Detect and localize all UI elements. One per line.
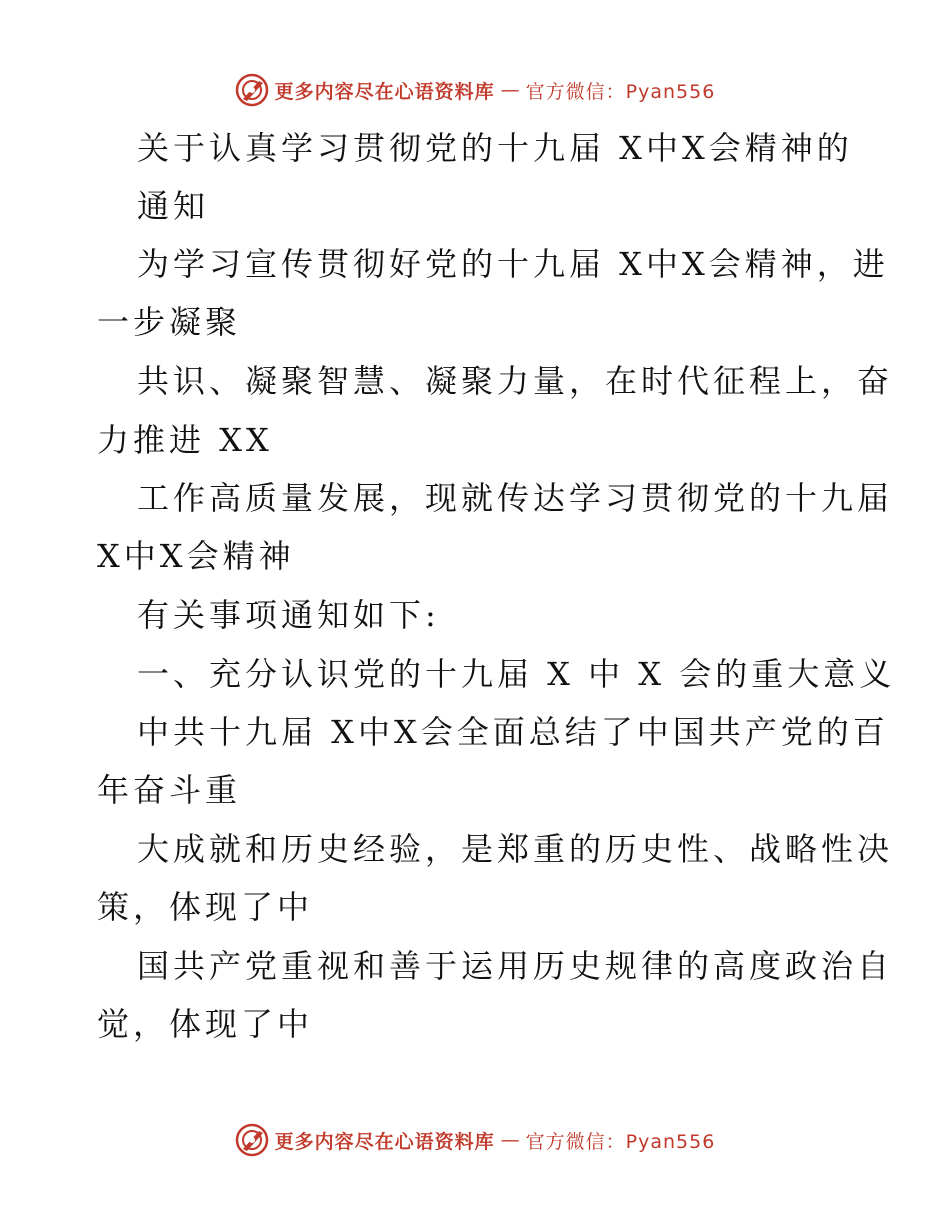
paragraph-line: 有关事项通知如下:: [137, 596, 440, 634]
paragraph-line: 一步凝聚: [97, 303, 242, 341]
section-heading: 一、充分认识党的十九届 X 中 X 会的重大意义: [137, 655, 896, 693]
footer-banner: [0, 1120, 950, 1160]
brand-text: 更多内容尽在心语资料库: [274, 1130, 495, 1153]
paragraph-line: X中X会精神: [97, 537, 295, 575]
paragraph-line: 国共产党重视和善于运用历史规律的高度政治自: [137, 947, 894, 985]
paragraph-line: 大成就和历史经验，是郑重的历史性、战略性决: [137, 830, 894, 868]
paragraph-line: 为学习宣传贯彻好党的十九届 X中X会精神，进: [137, 245, 889, 283]
brand-separator: —: [500, 1129, 520, 1151]
brand-separator: —: [500, 79, 520, 101]
pen-logo-icon: [235, 1123, 269, 1157]
doc-title-line-2: 通知: [137, 187, 210, 225]
doc-title-line-1: 关于认真学习贯彻党的十九届 X中X会精神的: [137, 129, 853, 167]
pen-logo-icon: [235, 73, 269, 107]
brand-text: 更多内容尽在心语资料库: [274, 80, 495, 103]
paragraph-line: 觉，体现了中: [97, 1005, 314, 1043]
paragraph-line: 策，体现了中: [97, 888, 314, 926]
contact-text: 官方微信：Pyan556: [525, 1130, 716, 1153]
paragraph-line: 共识、凝聚智慧、凝聚力量，在时代征程上，奋: [137, 362, 894, 400]
paragraph-line: 力推进 XX: [97, 421, 273, 459]
contact-text: 官方微信：Pyan556: [525, 80, 716, 103]
paragraph-line: 年奋斗重: [97, 771, 242, 809]
paragraph-line: 工作高质量发展，现就传达学习贯彻党的十九届: [137, 479, 894, 517]
header-banner: [0, 70, 950, 110]
paragraph-line: 中共十九届 X中X会全面总结了中国共产党的百: [137, 713, 889, 751]
